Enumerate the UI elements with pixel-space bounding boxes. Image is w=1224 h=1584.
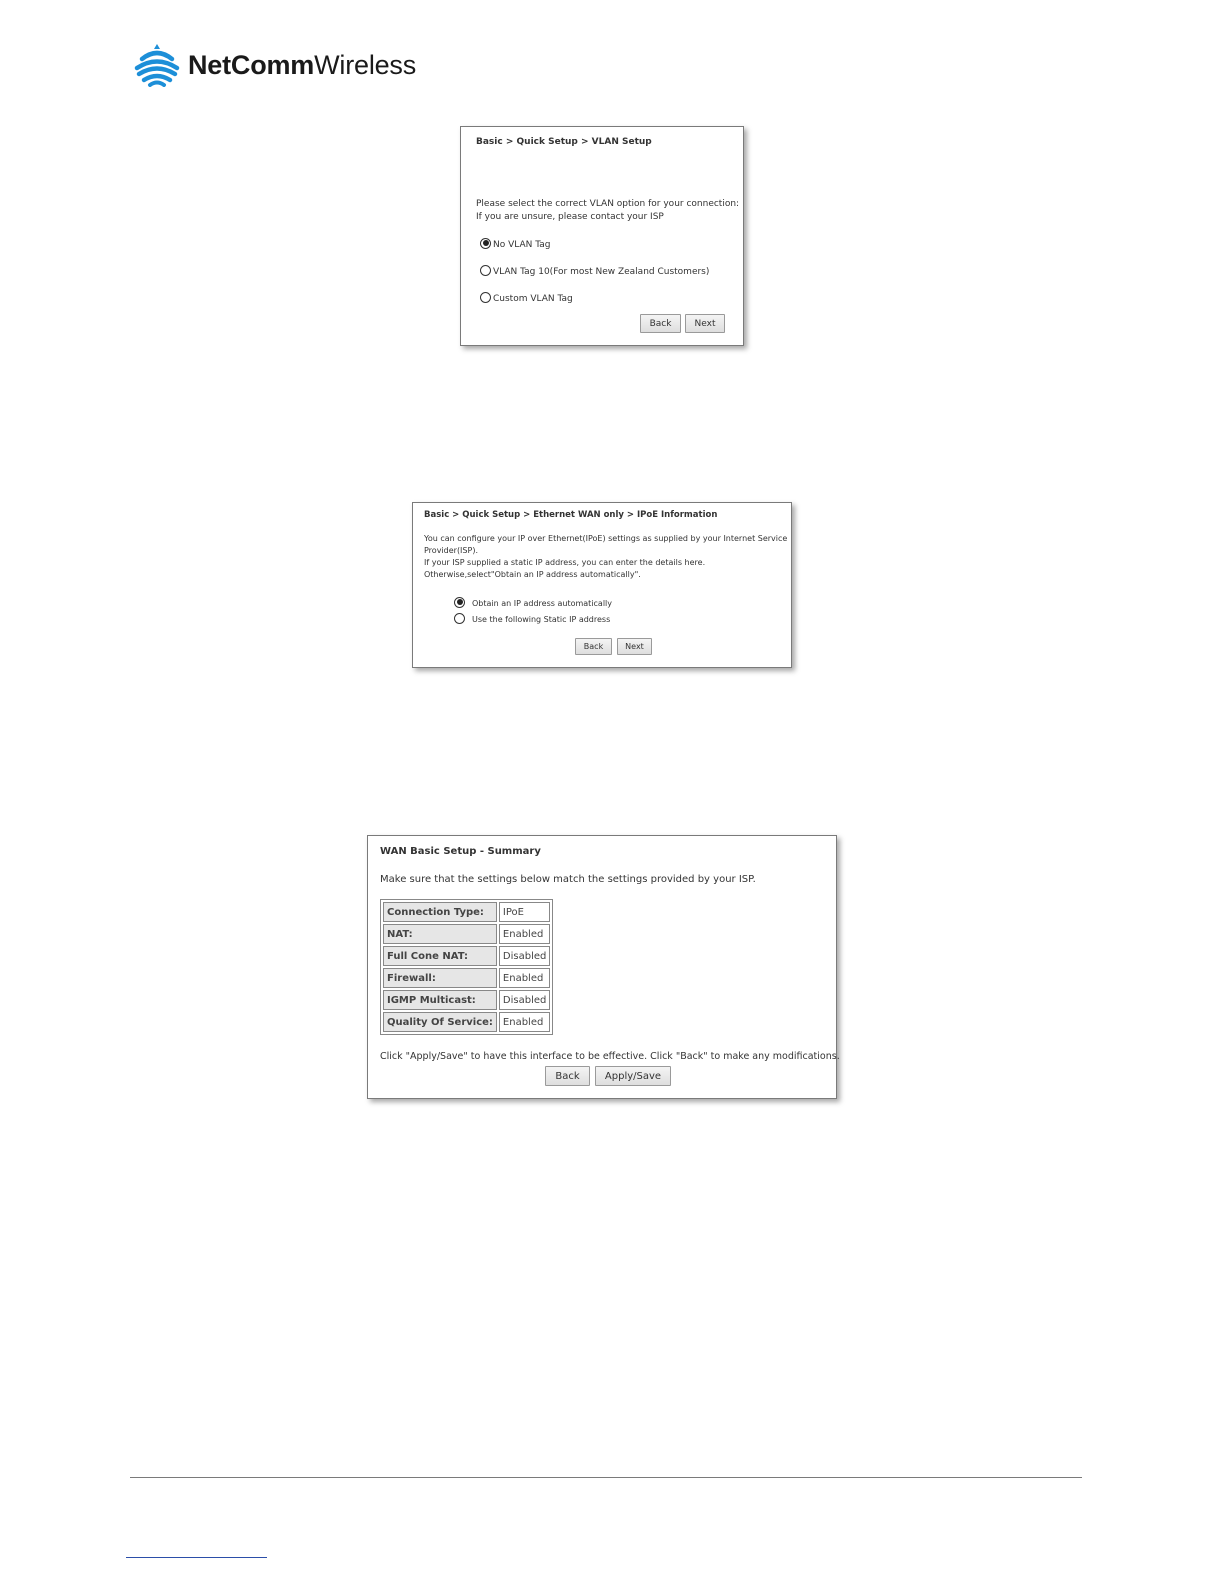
- instruction-text: Please select the correct VLAN option for your connection:: [476, 199, 740, 209]
- table-row: [383, 924, 550, 944]
- logo-name-bold: NetComm: [188, 49, 315, 80]
- description-text: Provider(ISP).: [424, 546, 478, 555]
- table-row: [383, 968, 550, 988]
- vlan-option-custom[interactable]: [480, 290, 573, 304]
- radio-unchecked-icon[interactable]: [454, 613, 465, 624]
- radio-checked-icon[interactable]: [480, 238, 491, 249]
- logo-name-light: Wireless: [314, 49, 417, 80]
- vlan-option-tag-10[interactable]: [480, 263, 709, 277]
- table-row: [383, 1012, 550, 1032]
- back-button[interactable]: Back: [640, 314, 681, 333]
- wan-summary-panel: [367, 835, 840, 1099]
- setting-value: Enabled: [499, 1012, 550, 1032]
- setting-name: IGMP Multicast:: [383, 990, 497, 1010]
- footer-note: Click "Apply/Save" to have this interface to be effective. Click "Back" to make any modifications.: [380, 1051, 840, 1062]
- breadcrumb: Basic > Quick Setup > VLAN Setup: [476, 137, 652, 147]
- table-row: [383, 990, 550, 1010]
- description-text: Otherwise,select"Obtain an IP address automatically".: [424, 570, 641, 579]
- apply-save-button[interactable]: Apply/Save: [595, 1066, 671, 1086]
- setting-name: NAT:: [383, 924, 497, 944]
- summary-title: WAN Basic Setup - Summary: [380, 846, 541, 857]
- radio-unchecked-icon[interactable]: [480, 292, 491, 303]
- footer-link-underline[interactable]: [126, 1557, 267, 1558]
- summary-intro: Make sure that the settings below match the settings provided by your ISP.: [380, 874, 756, 885]
- obtain-ip-automatically-option[interactable]: [454, 596, 612, 608]
- description-text: If your ISP supplied a static IP address, you can enter the details here.: [424, 558, 706, 567]
- setting-name: Connection Type:: [383, 902, 497, 922]
- setting-value: Enabled: [499, 924, 550, 944]
- next-button[interactable]: Next: [617, 638, 652, 655]
- setting-value: Disabled: [499, 946, 550, 966]
- setting-name: Firewall:: [383, 968, 497, 988]
- setting-name: Full Cone NAT:: [383, 946, 497, 966]
- table-row: [383, 902, 550, 922]
- setting-value: Enabled: [499, 968, 550, 988]
- option-label: Use the following Static IP address: [472, 615, 611, 624]
- option-label: No VLAN Tag: [493, 240, 551, 250]
- instruction-text: If you are unsure, please contact your ISP: [476, 212, 664, 222]
- option-label: VLAN Tag 10(For most New Zealand Customers): [493, 267, 710, 277]
- option-label: Custom VLAN Tag: [493, 294, 573, 304]
- logo-wordmark: [188, 50, 416, 81]
- next-button[interactable]: Next: [685, 314, 725, 333]
- summary-table: [380, 899, 553, 1035]
- back-button[interactable]: Back: [545, 1066, 590, 1086]
- description-text: You can configure your IP over Ethernet(IPoE) settings as supplied by your Internet Service: [424, 534, 788, 543]
- vlan-setup-panel: [460, 126, 744, 346]
- wifi-logo-icon: [134, 43, 180, 87]
- vlan-option-no-tag[interactable]: [480, 236, 550, 250]
- radio-unchecked-icon[interactable]: [480, 265, 491, 276]
- netcomm-logo: [134, 42, 416, 88]
- setting-value: Disabled: [499, 990, 550, 1010]
- footer-divider: [130, 1477, 1082, 1478]
- radio-checked-icon[interactable]: [454, 597, 465, 608]
- static-ip-option[interactable]: [454, 612, 610, 624]
- setting-value: IPoE: [499, 902, 550, 922]
- table-row: [383, 946, 550, 966]
- option-label: Obtain an IP address automatically: [472, 599, 613, 608]
- setting-name: Quality Of Service:: [383, 1012, 497, 1032]
- breadcrumb: Basic > Quick Setup > Ethernet WAN only > IPoE Information: [424, 510, 718, 520]
- ipoe-information-panel: [412, 502, 792, 668]
- back-button[interactable]: Back: [575, 638, 612, 655]
